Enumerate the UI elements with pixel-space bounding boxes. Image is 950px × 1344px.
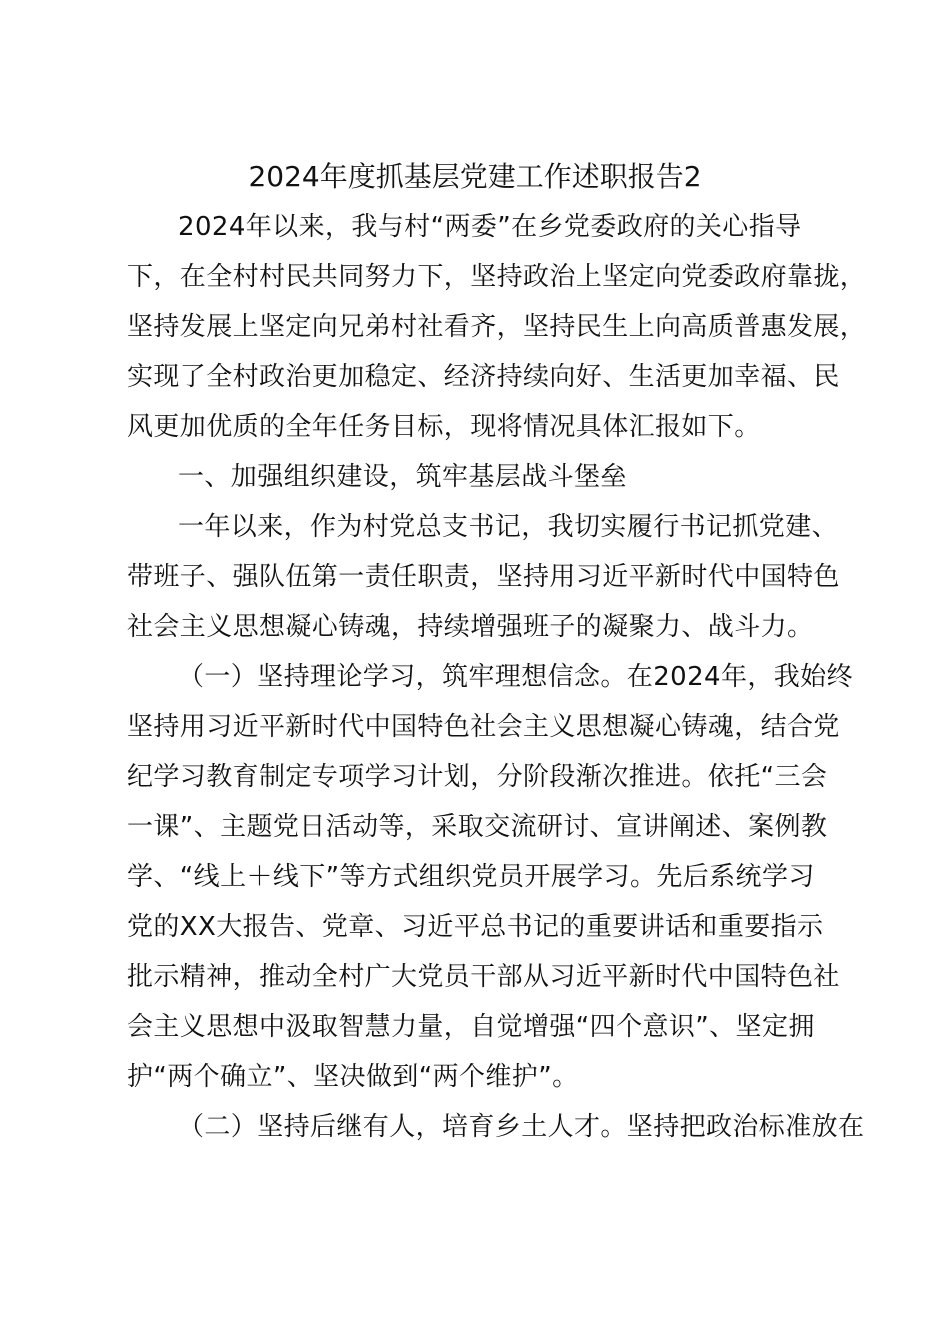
section-heading: 一、加强组织建设，筑牢基层战斗堡垒 [178, 462, 627, 492]
document-title: 2024年度抓基层党建工作述职报告2 [248, 160, 702, 193]
body-line: 风更加优质的全年任务目标，现将情况具体汇报如下。 [127, 412, 761, 442]
body-line: 党的XX大报告、党章、习近平总书记的重要讲话和重要指示 [127, 912, 824, 942]
body-line: 一年以来，作为村党总支书记，我切实履行书记抓党建、 [178, 512, 839, 542]
body-line: 纪学习教育制定专项学习计划，分阶段渐次推进。依托“三会 [127, 762, 828, 792]
body-line: 下，在全村村民共同努力下，坚持政治上坚定向党委政府靠拢， [127, 262, 867, 292]
body-line: 坚持用习近平新时代中国特色社会主义思想凝心铸魂，结合党 [127, 712, 840, 742]
body-line: 一课”、主题党日活动等，采取交流研讨、宣讲阐述、案例教 [127, 812, 828, 842]
body-line: 2024年以来，我与村“两委”在乡党委政府的关心指导 [178, 212, 802, 242]
body-line: 学、“线上＋线下”等方式组织党员开展学习。先后系统学习 [127, 862, 815, 892]
body-line: 护“两个确立”、坚决做到“两个维护”。 [127, 1062, 579, 1092]
body-line: 会主义思想中汲取智慧力量，自觉增强“四个意识”、坚定拥 [127, 1012, 815, 1042]
body-line: 批示精神，推动全村广大党员干部从习近平新时代中国特色社 [127, 962, 840, 992]
body-line: 带班子、强队伍第一责任职责，坚持用习近平新时代中国特色 [127, 562, 840, 592]
subsection-line: （二）坚持后继有人，培育乡土人才。坚持把政治标准放在 [178, 1112, 865, 1142]
body-line: 实现了全村政治更加稳定、经济持续向好、生活更加幸福、民 [127, 362, 840, 392]
body-line: 坚持发展上坚定向兄弟村社看齐，坚持民生上向高质普惠发展， [127, 312, 867, 342]
body-line: 社会主义思想凝心铸魂，持续增强班子的凝聚力、战斗力。 [127, 612, 814, 642]
subsection-line: （一）坚持理论学习，筑牢理想信念。在2024年，我始终 [178, 662, 853, 692]
